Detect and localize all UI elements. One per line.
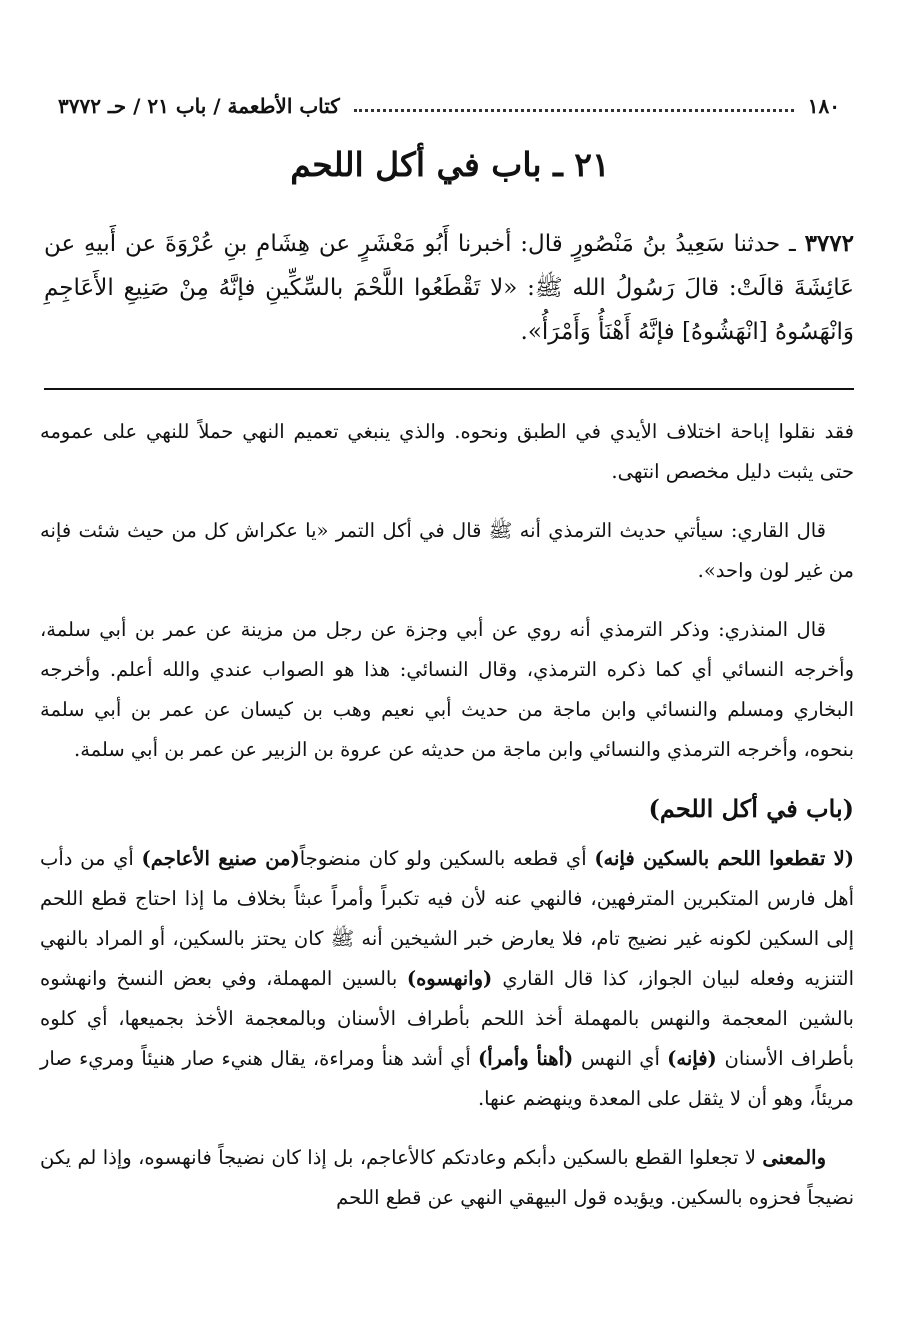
hadith-body: ـ حدثنا سَعِيدُ بنُ مَنْصُورٍ قال: أخبرنا أَبُو مَعْشَرٍ عن هِشَامِ بنِ عُرْوَةَ عن أَبيهِ عن عَائِشَةَ قالَتْ: قالَ رَسُولُ الله ﷺ: «لا تَقْطَعُوا اللَّحْمَ بالسِّكِّينِ فإنَّهُ مِنْ صَنِيعِ الأَعَاجِمِ وَانْهَسُوهُ [انْهَشُوهُ] فإنَّهُ أَهْنَأُ وَأَمْرَأُ». (44, 231, 854, 345)
quoted-term: (لا تقطعوا اللحم بالسكين فإنه) (594, 847, 854, 870)
commentary-text: أي أشد هنأ ومراءة، يقال هنيء صار هنيئاً ومريء صار مريئاً، وهو أن لا يثقل على المعدة وينهضم عنها. (40, 1047, 854, 1110)
commentary-text: أي من دأب أهل فارس المتكبرين المترفهين، فالنهي عنه لأن فيه تكبراً وأمراً عبثاً بخلاف ما إذا احتاج قطع اللحم إلى السكين لكونه غير نضيج تام، فلا يعارض خبر الشيخين أنه ﷺ كان يحتز بالسكين، أو المراد بالنهي التنزيه وفعله لبيان الجواز، كذا قال القاري (40, 847, 854, 990)
commentary-text: أي النهس (581, 1047, 668, 1070)
commentary-text: بالسين المهملة، وفي بعض النسخ وانهشوه بالشين المعجمة والنهس بالمهملة أخذ اللحم بأطراف الأسنان وبالمعجمة الأخذ بجميعها، أي كلوه بأطراف الأسنان (40, 967, 855, 1070)
commentary (40, 412, 854, 1237)
quoted-term: (أهنأ وأمرأ) (478, 1047, 582, 1070)
quoted-term: والمعنى (762, 1146, 826, 1169)
commentary-text: أي قطعه بالسكين ولو كان منضوجاً (299, 847, 595, 870)
footnote-separator (44, 388, 854, 390)
quoted-term: (وانهسوه) (406, 967, 503, 990)
hadith-number: ٣٧٧٢ (804, 230, 854, 257)
leader-dots (354, 109, 794, 112)
commentary-paragraph: قال المنذري: وذكر الترمذي أنه روي عن أبي وجزة عن رجل من مزينة عن عمر بن أبي سلمة، وأخرجه النسائي أي كما ذكره الترمذي، وقال النسائي: هذا هو الصواب عندي والله أعلم. وأخرجه البخاري ومسلم والنسائي وابن ماجة من حديث أبي نعيم وهب بن كيسان عن عمر بن أبي سلمة بنحوه، وأخرجه الترمذي والنسائي وابن ماجة من حديثه عن عروة بن الزبير عن عمر بن أبي سلمة. (40, 618, 854, 761)
running-head (58, 86, 840, 126)
running-title: كتاب الأطعمة / باب ٢١ / حـ ٣٧٧٢ (58, 94, 340, 118)
commentary-paragraph (40, 839, 854, 1119)
quoted-term: (من صنيع الأعاجم) (141, 847, 300, 870)
commentary-paragraph: فقد نقلوا إباحة اختلاف الأيدي في الطبق ونحوه. والذي ينبغي تعميم النهي حملاً للنهي على عمومه حتى يثبت دليل مخصص انتهى. (40, 420, 854, 483)
commentary-paragraph (40, 1138, 854, 1218)
commentary-paragraph: قال القاري: سيأتي حديث الترمذي أنه ﷺ قال في أكل التمر «يا عكراش كل من حيث شئت فإنه من غير لون واحد». (40, 519, 854, 582)
commentary-text: لا تجعلوا القطع بالسكين دأبكم وعادتكم كالأعاجم، بل إذا كان نضيجاً فانهسوه، وإذا لم يكن نضيجاً فحزوه بالسكين. ويؤيده قول البيهقي النهي عن قطع اللحم (40, 1146, 854, 1209)
page-number: ١٨٠ (807, 94, 840, 118)
hadith-text (44, 222, 854, 354)
section-heading: (باب في أكل اللحم) (648, 794, 854, 823)
chapter-title: ٢١ ـ باب في أكل اللحم (290, 145, 610, 184)
quoted-term: (فإنه) (667, 1047, 725, 1070)
